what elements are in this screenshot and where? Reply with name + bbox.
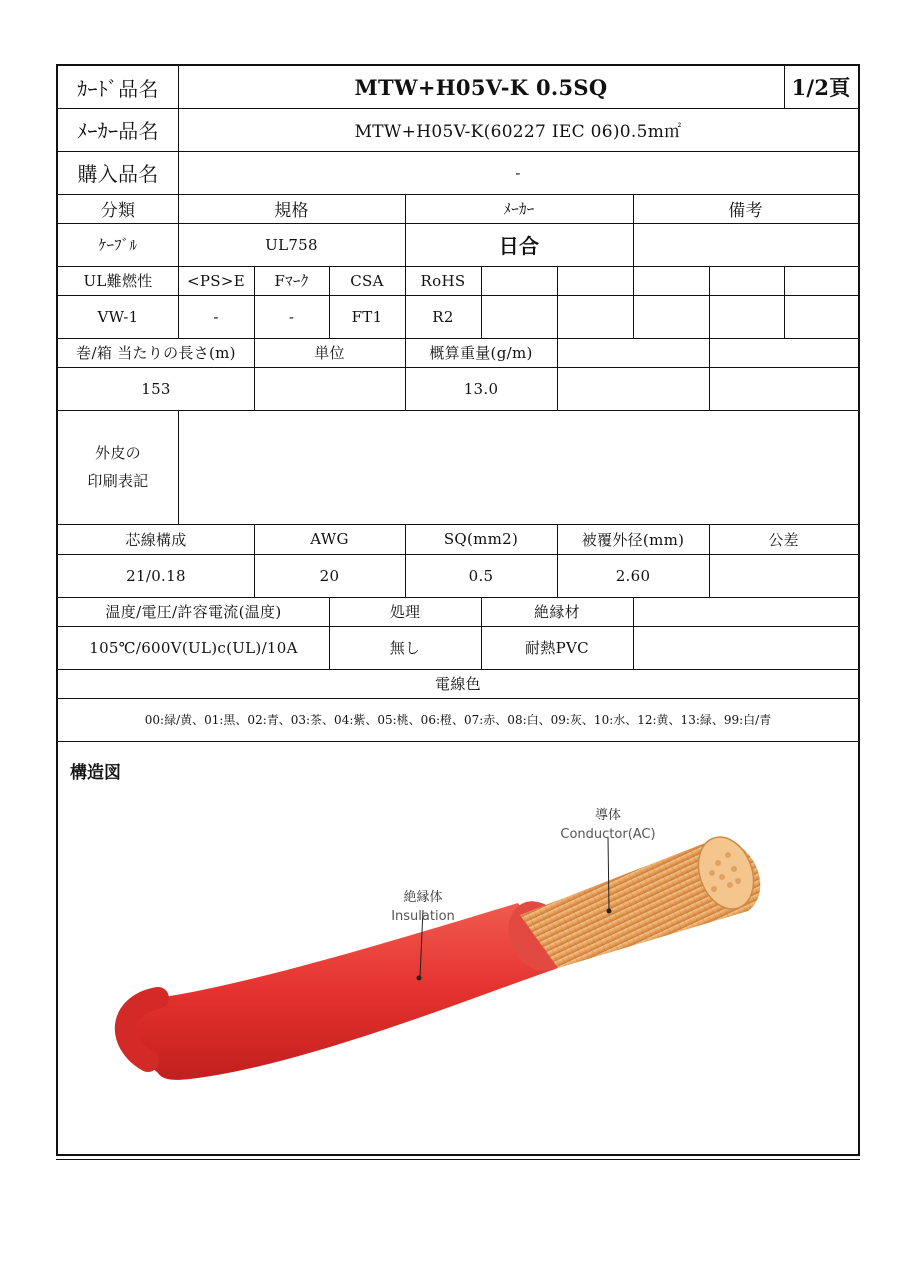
jacket-printing-label: [58, 410, 178, 524]
length-per-reel-header: 巻/箱 当たりの長さ(m): [76, 344, 236, 362]
rohs-header: RoHS: [420, 271, 466, 290]
tolerance-value: [709, 554, 858, 597]
tolerance-header: 公差: [768, 530, 799, 549]
conductor-label: [548, 806, 668, 844]
standard-value: UL758: [265, 235, 318, 254]
f-mark-header: Fﾏｰｸ: [274, 272, 309, 290]
pse-value: -: [213, 307, 219, 326]
outer-diameter-header: 被覆外径(mm): [581, 530, 685, 549]
wire-color-value: 00:緑/黄、01:黒、02:青、03:茶、04:紫、05:桃、06:橙、07:赤、08:白、09:灰、10:水、12:黄、13:緑、99:白/青: [144, 713, 772, 727]
awg-header: AWG: [310, 530, 349, 548]
purchase-name-value: -: [515, 163, 521, 182]
rating-value: 105℃/600V(UL)c(UL)/10A: [89, 638, 298, 657]
treatment-header: 処理: [389, 603, 421, 621]
ul-flame-header: UL難燃性: [83, 272, 153, 290]
cable-structure-illustration: [58, 743, 858, 1153]
csa-header: CSA: [350, 271, 384, 290]
pse-header: <PS>E: [187, 271, 245, 290]
jacket-printing-label-line1: 外皮の: [95, 444, 141, 462]
card-name-value: MTW+H05V-K 0.5SQ: [354, 74, 608, 100]
wire-color-header: 電線色: [435, 675, 481, 693]
weight-value: 13.0: [463, 379, 499, 398]
ul-flame-value: VW-1: [97, 307, 139, 326]
length-per-reel-value: 153: [141, 379, 171, 398]
structure-diagram-title: 構造図: [70, 763, 121, 783]
jacket-printing-value: [178, 410, 858, 524]
insulation-body: [136, 903, 559, 1080]
strand-construction-value: 21/0.18: [126, 566, 186, 585]
unit-header: 単位: [314, 344, 345, 362]
remarks-value: [633, 223, 858, 266]
awg-value: 20: [319, 566, 340, 585]
classification-value: ｹｰﾌﾞﾙ: [98, 236, 138, 254]
maker-name-value: MTW+H05V-K(60227 IEC 06)0.5m㎡: [354, 122, 682, 142]
insulation-material-value: 耐熱PVC: [525, 639, 589, 657]
insulation-label: [368, 888, 478, 926]
standard-header: 規格: [274, 201, 309, 221]
f-mark-value: -: [288, 307, 295, 326]
sq-value: 0.5: [468, 566, 494, 585]
conductor-label-en: Conductor(AC): [560, 827, 656, 842]
remarks-header: 備考: [728, 201, 763, 221]
treatment-value: 無し: [389, 639, 421, 657]
spec-sheet: [56, 64, 860, 1156]
maker-name-label: ﾒｰｶｰ品名: [77, 119, 159, 143]
insulation-label-jp: 絶縁体: [403, 890, 443, 905]
insulation-material-header: 絶縁材: [534, 603, 580, 621]
csa-value: FT1: [351, 307, 383, 326]
maker-value: 日合: [498, 234, 540, 258]
maker-header: ﾒｰｶｰ: [503, 200, 535, 218]
outer-diameter-value: 2.60: [615, 566, 651, 585]
conductor-label-jp: 導体: [594, 808, 621, 823]
jacket-printing-label-line2: 印刷表記: [87, 472, 149, 490]
card-name-label: ｶｰﾄﾞ品名: [77, 76, 159, 101]
strand-construction-header: 芯線構成: [125, 530, 187, 549]
weight-header: 概算重量(g/m): [429, 344, 533, 362]
rating-header: 温度/電圧/許容電流(温度): [105, 603, 282, 621]
sq-header: SQ(mm2): [443, 530, 519, 548]
rohs-value: R2: [432, 307, 454, 326]
purchase-name-label: 購入品名: [77, 162, 159, 186]
classification-header: 分類: [100, 201, 136, 221]
insulation-label-en: Insulation: [391, 909, 455, 924]
page-number: 1/2頁: [791, 75, 851, 100]
unit-value: [254, 367, 405, 410]
